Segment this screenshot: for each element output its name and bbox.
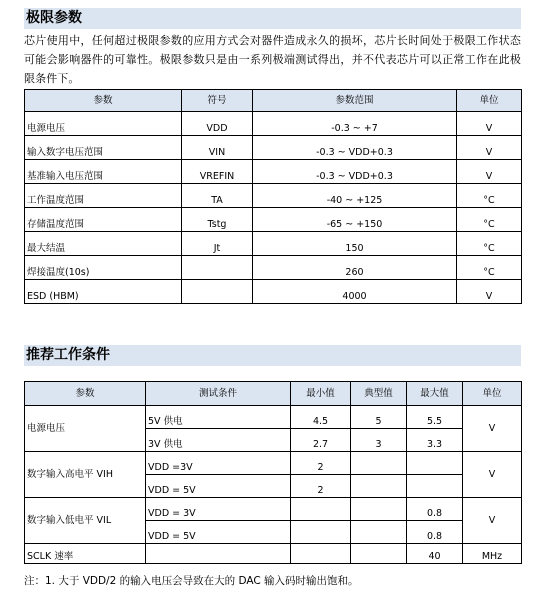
cell-param: 数字输入高电平 VIH <box>25 452 146 498</box>
header-condition: 测试条件 <box>146 382 291 406</box>
header-range: 参数范围 <box>253 90 457 112</box>
header-max: 最大值 <box>407 382 463 406</box>
cell-range: -65 ~ +150 <box>253 208 457 232</box>
cell-range: 4000 <box>253 280 457 304</box>
cell-symbol <box>182 256 253 280</box>
cell-unit: V <box>457 280 522 304</box>
recommended-conditions-table <box>24 381 522 564</box>
cell-param: 最大结温 <box>25 232 182 256</box>
cell-symbol: Tstg <box>182 208 253 232</box>
cell-range: -0.3 ~ VDD+0.3 <box>253 136 457 160</box>
header-unit: 单位 <box>463 382 522 406</box>
table-row <box>25 208 522 232</box>
cell-unit: °C <box>457 256 522 280</box>
cell-unit: °C <box>457 208 522 232</box>
cell-param: SCLK 速率 <box>25 544 146 564</box>
footnote: 注：1. 大于 VDD/2 的输入电压会导致在大的 DAC 输入码时输出饱和。 <box>24 575 359 587</box>
cell-unit: V <box>457 112 522 136</box>
cell-param: 基准输入电压范围 <box>25 160 182 184</box>
cell-symbol: VIN <box>182 136 253 160</box>
cell-condition: VDD = 3V <box>146 498 291 521</box>
cell-unit: V <box>463 406 522 452</box>
table-row <box>25 280 522 304</box>
cell-condition: 3V 供电 <box>146 429 291 452</box>
cell-symbol: VREFIN <box>182 160 253 184</box>
cell-typ <box>351 544 407 564</box>
cell-condition: VDD = 5V <box>146 475 291 498</box>
cell-param: 电源电压 <box>25 112 182 136</box>
cell-typ <box>351 452 407 475</box>
table-row <box>25 184 522 208</box>
cell-condition: VDD = 5V <box>146 521 291 544</box>
cell-typ <box>351 521 407 544</box>
table-row <box>25 452 522 475</box>
table-row <box>25 136 522 160</box>
cell-param: ESD (HBM) <box>25 280 182 304</box>
cell-max: 5.5 <box>407 406 463 429</box>
cell-min <box>291 521 351 544</box>
cell-unit: °C <box>457 184 522 208</box>
cell-param: 工作温度范围 <box>25 184 182 208</box>
cell-max: 0.8 <box>407 498 463 521</box>
cell-min: 2 <box>291 475 351 498</box>
cell-min: 2.7 <box>291 429 351 452</box>
cell-unit: MHz <box>463 544 522 564</box>
cell-symbol: TA <box>182 184 253 208</box>
cell-typ: 5 <box>351 406 407 429</box>
cell-min: 4.5 <box>291 406 351 429</box>
cell-unit: V <box>463 452 522 498</box>
header-symbol: 符号 <box>182 90 253 112</box>
header-unit: 单位 <box>457 90 522 112</box>
cell-condition: 5V 供电 <box>146 406 291 429</box>
cell-unit: V <box>463 498 522 544</box>
cell-param: 存储温度范围 <box>25 208 182 232</box>
absolute-max-table <box>24 89 522 304</box>
cell-unit: V <box>457 160 522 184</box>
cell-unit: °C <box>457 232 522 256</box>
cell-max: 3.3 <box>407 429 463 452</box>
table-row <box>25 160 522 184</box>
cell-param: 数字输入低电平 VIL <box>25 498 146 544</box>
cell-symbol: Jt <box>182 232 253 256</box>
header-typ: 典型值 <box>351 382 407 406</box>
section-title-recommended: 推荐工作条件 <box>24 345 521 366</box>
cell-range: -0.3 ~ +7 <box>253 112 457 136</box>
header-param: 参数 <box>25 90 182 112</box>
cell-typ: 3 <box>351 429 407 452</box>
absolute-max-description: 芯片使用中，任何超过极限参数的应用方式会对器件造成永久的损坏，芯片长时间处于极限工作状态可能会影响器件的可靠性。极限参数只是由一系列极端测试得出，并不代表芯片可以正常工作在此极限条件下。 <box>24 34 521 85</box>
header-min: 最小值 <box>291 382 351 406</box>
cell-symbol <box>182 280 253 304</box>
cell-range: -0.3 ~ VDD+0.3 <box>253 160 457 184</box>
cell-max <box>407 452 463 475</box>
cell-param: 电源电压 <box>25 406 146 452</box>
table-row <box>25 256 522 280</box>
cell-range: 260 <box>253 256 457 280</box>
cell-condition <box>146 544 291 564</box>
cell-max: 40 <box>407 544 463 564</box>
cell-param: 输入数字电压范围 <box>25 136 182 160</box>
header-param: 参数 <box>25 382 146 406</box>
section-title-absolute-max: 极限参数 <box>24 8 521 29</box>
table-row <box>25 112 522 136</box>
cell-symbol: VDD <box>182 112 253 136</box>
table-header-row <box>25 90 522 112</box>
cell-range: -40 ~ +125 <box>253 184 457 208</box>
cell-range: 150 <box>253 232 457 256</box>
cell-min <box>291 498 351 521</box>
table-row <box>25 498 522 521</box>
table-row <box>25 406 522 429</box>
cell-typ <box>351 498 407 521</box>
table-row <box>25 232 522 256</box>
cell-min <box>291 544 351 564</box>
cell-param: 焊接温度(10s) <box>25 256 182 280</box>
cell-max: 0.8 <box>407 521 463 544</box>
table-row <box>25 544 522 564</box>
cell-min: 2 <box>291 452 351 475</box>
cell-max <box>407 475 463 498</box>
table-header-row <box>25 382 522 406</box>
cell-condition: VDD =3V <box>146 452 291 475</box>
cell-unit: V <box>457 136 522 160</box>
cell-typ <box>351 475 407 498</box>
